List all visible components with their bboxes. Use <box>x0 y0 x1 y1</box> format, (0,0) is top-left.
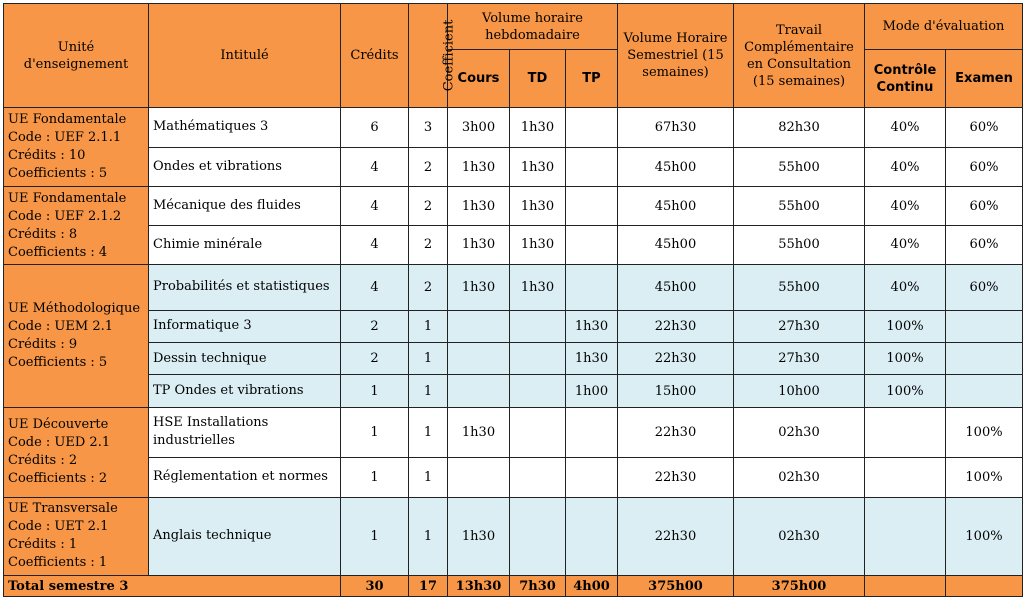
cell-coefficient: 1 <box>409 407 448 457</box>
cell-tp: 1h30 <box>566 310 618 342</box>
cell-cours <box>448 457 510 497</box>
cell-cours: 1h30 <box>448 407 510 457</box>
cell-cours <box>448 375 510 407</box>
cell-cours: 1h30 <box>448 264 510 310</box>
cell-credits: 4 <box>341 264 409 310</box>
table-row <box>4 497 1023 575</box>
cell-travail: 55h00 <box>734 147 865 187</box>
course-title: Anglais technique <box>149 497 341 575</box>
cell-examen: 60% <box>946 108 1023 148</box>
cell-coefficient: 2 <box>409 264 448 310</box>
total-coefficient: 17 <box>409 576 448 597</box>
cell-cours: 1h30 <box>448 226 510 265</box>
cell-volume-semestriel: 22h30 <box>618 310 734 342</box>
cell-examen <box>946 310 1023 342</box>
cell-examen: 60% <box>946 187 1023 226</box>
ue-cell <box>4 264 149 407</box>
cell-volume-semestriel: 22h30 <box>618 457 734 497</box>
cell-travail: 02h30 <box>734 407 865 457</box>
cell-travail: 02h30 <box>734 457 865 497</box>
cell-tp <box>566 407 618 457</box>
cell-coefficient: 2 <box>409 187 448 226</box>
cell-td <box>510 310 566 342</box>
ue-cell <box>4 497 149 575</box>
ue-line: Crédits : 9 <box>8 336 78 352</box>
cell-cours: 1h30 <box>448 497 510 575</box>
cell-tp <box>566 497 618 575</box>
course-title: Mathématiques 3 <box>149 108 341 148</box>
cell-credits: 6 <box>341 108 409 148</box>
cell-td <box>510 407 566 457</box>
cell-controle-continu <box>865 407 946 457</box>
cell-examen: 60% <box>946 226 1023 265</box>
cell-credits: 1 <box>341 407 409 457</box>
ue-line: Code : UEF 2.1.2 <box>8 208 122 224</box>
ue-line: Coefficients : 2 <box>8 471 108 487</box>
cell-td: 1h30 <box>510 108 566 148</box>
ue-line: UE Découverte <box>8 417 109 433</box>
cell-cours: 1h30 <box>448 147 510 187</box>
header-controle-continu: Contrôle Continu <box>865 50 946 108</box>
table-row <box>4 407 1023 457</box>
curriculum-table <box>3 3 1023 597</box>
header-volume-hebdo: Volume horaire hebdomadaire <box>448 4 618 50</box>
total-volume-semestriel: 375h00 <box>618 576 734 597</box>
cell-controle-continu <box>865 497 946 575</box>
table-row <box>4 264 1023 310</box>
course-title: TP Ondes et vibrations <box>149 375 341 407</box>
cell-td: 1h30 <box>510 187 566 226</box>
ue-line: Code : UET 2.1 <box>8 519 109 535</box>
ue-line: Crédits : 10 <box>8 148 86 164</box>
ue-line: Coefficients : 5 <box>8 354 108 370</box>
cell-td <box>510 342 566 374</box>
cell-coefficient: 1 <box>409 375 448 407</box>
header-cours: Cours <box>448 50 510 108</box>
cell-tp <box>566 187 618 226</box>
header-td: TD <box>510 50 566 108</box>
ue-line: UE Fondamentale <box>8 112 127 128</box>
course-title: Réglementation et normes <box>149 457 341 497</box>
cell-travail: 10h00 <box>734 375 865 407</box>
total-label: Total semestre 3 <box>4 576 341 597</box>
total-td: 7h30 <box>510 576 566 597</box>
table-row <box>4 226 1023 265</box>
table-row <box>4 108 1023 148</box>
cell-volume-semestriel: 45h00 <box>618 187 734 226</box>
cell-credits: 1 <box>341 375 409 407</box>
cell-tp <box>566 457 618 497</box>
ue-cell <box>4 187 149 264</box>
total-tp: 4h00 <box>566 576 618 597</box>
cell-controle-continu: 100% <box>865 342 946 374</box>
cell-travail: 27h30 <box>734 342 865 374</box>
header-volume-semestriel: Volume Horaire Semestriel (15 semaines) <box>618 4 734 108</box>
cell-examen: 60% <box>946 264 1023 310</box>
cell-volume-semestriel: 45h00 <box>618 226 734 265</box>
ue-line: UE Transversale <box>8 501 118 517</box>
cell-credits: 1 <box>341 497 409 575</box>
cell-tp <box>566 147 618 187</box>
cell-controle-continu: 100% <box>865 310 946 342</box>
table-row <box>4 187 1023 226</box>
cell-coefficient: 2 <box>409 147 448 187</box>
cell-td <box>510 375 566 407</box>
cell-controle-continu: 100% <box>865 375 946 407</box>
course-title: Probabilités et statistiques <box>149 264 341 310</box>
course-title: Dessin technique <box>149 342 341 374</box>
cell-credits: 2 <box>341 342 409 374</box>
cell-volume-semestriel: 15h00 <box>618 375 734 407</box>
header-tp: TP <box>566 50 618 108</box>
cell-tp <box>566 264 618 310</box>
total-examen <box>946 576 1023 597</box>
cell-examen <box>946 342 1023 374</box>
cell-travail: 27h30 <box>734 310 865 342</box>
cell-tp: 1h00 <box>566 375 618 407</box>
cell-td <box>510 457 566 497</box>
header-unite: Unité d'enseignement <box>4 4 149 108</box>
cell-cours <box>448 310 510 342</box>
cell-td: 1h30 <box>510 147 566 187</box>
cell-coefficient: 1 <box>409 457 448 497</box>
course-title: Chimie minérale <box>149 226 341 265</box>
cell-volume-semestriel: 67h30 <box>618 108 734 148</box>
cell-coefficient: 3 <box>409 108 448 148</box>
cell-examen: 100% <box>946 497 1023 575</box>
course-title: HSE Installations industrielles <box>149 407 341 457</box>
header-examen: Examen <box>946 50 1023 108</box>
cell-td <box>510 497 566 575</box>
cell-volume-semestriel: 22h30 <box>618 342 734 374</box>
cell-cours: 3h00 <box>448 108 510 148</box>
total-credits: 30 <box>341 576 409 597</box>
cell-controle-continu <box>865 457 946 497</box>
course-title: Informatique 3 <box>149 310 341 342</box>
cell-controle-continu: 40% <box>865 264 946 310</box>
cell-coefficient: 2 <box>409 226 448 265</box>
cell-controle-continu: 40% <box>865 147 946 187</box>
cell-cours <box>448 342 510 374</box>
cell-td: 1h30 <box>510 264 566 310</box>
ue-line: Code : UED 2.1 <box>8 435 111 451</box>
header-coefficient <box>409 4 457 108</box>
cell-credits: 4 <box>341 226 409 265</box>
ue-line: Crédits : 1 <box>8 537 78 553</box>
ue-line: UE Méthodologique <box>8 300 141 316</box>
ue-cell <box>4 407 149 497</box>
header-credits: Crédits <box>341 4 409 108</box>
ue-line: Coefficients : 4 <box>8 244 108 260</box>
cell-controle-continu: 40% <box>865 226 946 265</box>
ue-line: Code : UEM 2.1 <box>8 318 113 334</box>
cell-credits: 2 <box>341 310 409 342</box>
cell-travail: 55h00 <box>734 226 865 265</box>
table-row <box>4 375 1023 407</box>
cell-examen: 60% <box>946 147 1023 187</box>
total-travail: 375h00 <box>734 576 865 597</box>
ue-line: Coefficients : 1 <box>8 555 108 571</box>
cell-travail: 55h00 <box>734 187 865 226</box>
ue-line: Crédits : 2 <box>8 453 78 469</box>
total-row <box>4 576 1023 597</box>
ue-line: Crédits : 8 <box>8 226 78 242</box>
cell-credits: 1 <box>341 457 409 497</box>
cell-travail: 55h00 <box>734 264 865 310</box>
cell-examen <box>946 375 1023 407</box>
cell-cours: 1h30 <box>448 187 510 226</box>
total-controle-continu <box>865 576 946 597</box>
cell-controle-continu: 40% <box>865 187 946 226</box>
cell-travail: 82h30 <box>734 108 865 148</box>
cell-credits: 4 <box>341 187 409 226</box>
table-row <box>4 147 1023 187</box>
header-travail: Travail Complémentaire en Consultation (15 semaines) <box>734 4 865 108</box>
cell-tp <box>566 226 618 265</box>
cell-travail: 02h30 <box>734 497 865 575</box>
ue-cell <box>4 108 149 187</box>
table-row <box>4 310 1023 342</box>
cell-tp: 1h30 <box>566 342 618 374</box>
table-row <box>4 342 1023 374</box>
total-cours: 13h30 <box>448 576 510 597</box>
cell-volume-semestriel: 22h30 <box>618 497 734 575</box>
ue-line: Coefficients : 5 <box>8 166 108 182</box>
cell-coefficient: 1 <box>409 497 448 575</box>
cell-examen: 100% <box>946 457 1023 497</box>
cell-coefficient: 1 <box>409 310 448 342</box>
header-coefficient-label: Coefficient <box>441 19 457 92</box>
header-intitule: Intitulé <box>149 4 341 108</box>
cell-credits: 4 <box>341 147 409 187</box>
header-mode-evaluation: Mode d'évaluation <box>865 4 1023 50</box>
table-row <box>4 457 1023 497</box>
cell-tp <box>566 108 618 148</box>
cell-volume-semestriel: 45h00 <box>618 147 734 187</box>
cell-volume-semestriel: 45h00 <box>618 264 734 310</box>
course-title: Ondes et vibrations <box>149 147 341 187</box>
ue-line: Code : UEF 2.1.1 <box>8 130 122 146</box>
cell-td: 1h30 <box>510 226 566 265</box>
cell-coefficient: 1 <box>409 342 448 374</box>
cell-controle-continu: 40% <box>865 108 946 148</box>
course-title: Mécanique des fluides <box>149 187 341 226</box>
cell-volume-semestriel: 22h30 <box>618 407 734 457</box>
ue-line: UE Fondamentale <box>8 190 127 206</box>
cell-examen: 100% <box>946 407 1023 457</box>
